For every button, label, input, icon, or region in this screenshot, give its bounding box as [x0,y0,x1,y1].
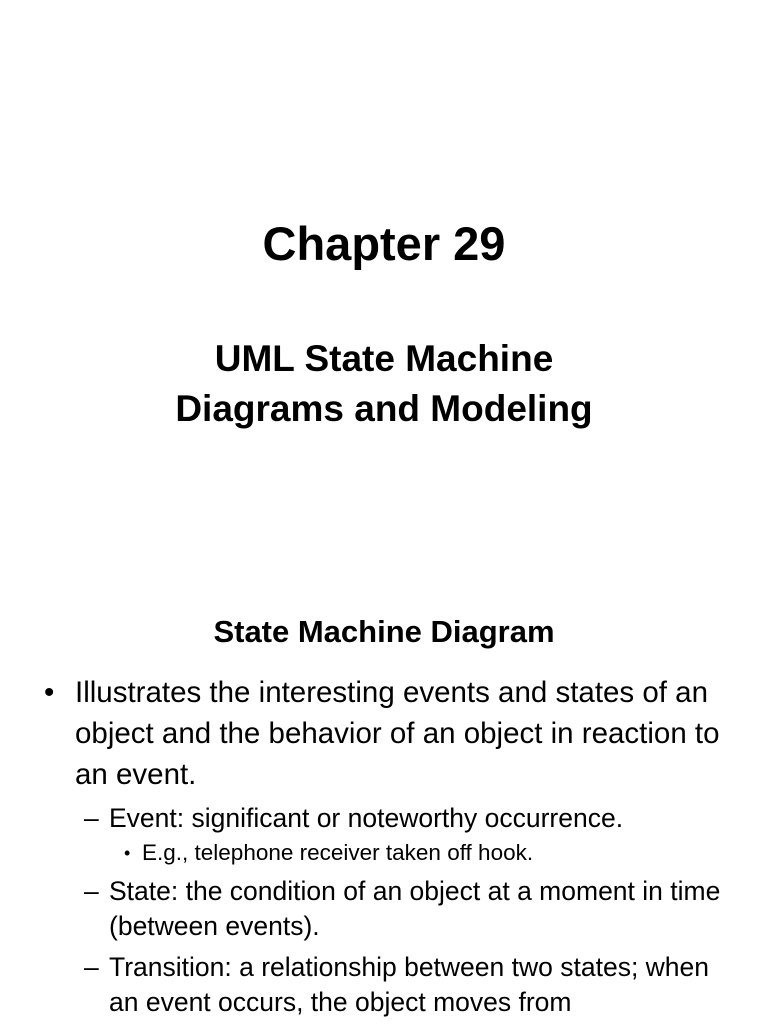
chapter-subtitle [0,334,768,434]
sub-bullet-group [0,801,768,1020]
sub-sub-bullet-group [0,838,768,868]
bullet-marker: • [44,676,55,709]
bullet-text: Illustrates the interesting events and states of an object and the behavior of an object in reaction to an event. [75,676,720,791]
bullet-list [0,672,768,1020]
sub-bullet-transition [0,950,768,1020]
content-slide [0,580,768,1024]
sub-bullet-state [0,874,768,944]
sub-sub-bullet-text: E.g., telephone receiver taken off hook. [142,840,534,865]
sub-bullet-text: State: the condition of an object at a moment in time (between events). [109,876,721,941]
sub-sub-bullet-list [0,838,768,868]
sub-sub-bullet-example [0,838,768,868]
subtitle-line-1: UML State Machine [214,338,554,379]
dash-marker: – [84,803,99,833]
small-bullet-marker: • [124,843,131,863]
sub-bullet-list [0,801,768,1020]
sub-bullet-event [0,801,768,836]
chapter-title: Chapter 29 [262,217,506,270]
dash-marker: – [84,876,99,906]
sub-bullet-text: Event: significant or noteworthy occurrence. [109,803,624,833]
dash-marker: – [84,952,99,982]
bullet-item [0,672,768,795]
slide-heading: State Machine Diagram [213,614,555,649]
subtitle-line-2: Diagrams and Modeling [175,388,593,429]
sub-bullet-text: Transition: a relationship between two states; when an event occurs, the object moves from [109,952,710,1017]
